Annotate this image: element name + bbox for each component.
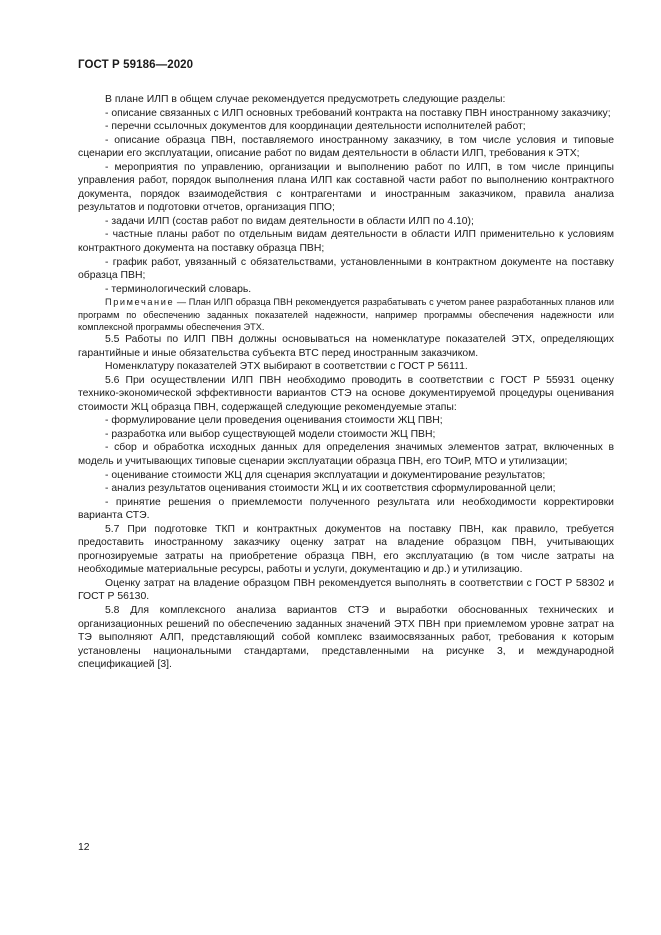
list-item: - перечни ссылочных документов для координации деятельности исполнителей работ; bbox=[105, 121, 526, 133]
list-item: - формулирование цели проведения оценивания стоимости ЖЦ ПВН; bbox=[105, 415, 443, 427]
page-number: 12 bbox=[78, 842, 90, 853]
list-item: - частные планы работ по отдельным видам деятельности в области ИЛП применительно к условиям контрактного документа на поставку образца ПВН; bbox=[78, 229, 614, 255]
note-text: — План ИЛП образца ПВН рекомендуется разрабатывать с учетом ранее разработанных планов или программ по обеспечению заданных показателей надежности, например программы обеспечения надежности или комплексной программы обеспечения ЭТХ. bbox=[78, 297, 614, 332]
list-item: - описание образца ПВН, поставляемого иностранному заказчику, в том числе условия и типовые сценарии его эксплуатации, описание работ по видам деятельности в области ИЛП, требования к ЭТХ; bbox=[78, 134, 614, 160]
note bbox=[78, 296, 614, 333]
paragraph: В плане ИЛП в общем случае рекомендуется предусмотреть следующие разделы: bbox=[105, 94, 506, 105]
list-item: - разработка или выбор существующей модели стоимости ЖЦ ПВН; bbox=[105, 428, 436, 440]
page-body bbox=[78, 93, 614, 672]
paragraph: 5.6 При осуществлении ИЛП ПВН необходимо проводить в соответствии с ГОСТ Р 55931 оценку технико-экономической эффективности вариантов СТЭ на основе документируемой процедуры оценивания стоимости ЖЦ образца ПВН, содержащей следующие рекомендуемые этапы: bbox=[78, 374, 614, 413]
list-item: - график работ, увязанный с обязательствами, установленными в контрактном документе на поставку образца ПВН; bbox=[78, 256, 614, 282]
paragraph: Номенклатуру показателей ЭТХ выбирают в соответствии с ГОСТ Р 56111. bbox=[105, 361, 468, 373]
list-item: - принятие решения о приемлемости полученного результата или необходимости корректировки варианта СТЭ. bbox=[78, 496, 614, 522]
list-item: - мероприятия по управлению, организации и выполнению работ по ИЛП, в том числе принципы управления работ, порядок выполнения плана ИЛП как составной части работ по выполнению контрактного документа, порядок взаимодействия с контрагентами и иностранным заказчиком, правила анализа результатов и подготовки отчетов, организация ППО; bbox=[78, 161, 614, 214]
list-item: - сбор и обработка исходных данных для определения значимых элементов затрат, включенных в модель и учитывающих типовые сценарии эксплуатации образца ПВН, его ТОиР, МТО и утилизации; bbox=[78, 442, 614, 468]
note-label: Примечание bbox=[105, 297, 175, 308]
paragraph: 5.7 При подготовке ТКП и контрактных документов на поставку ПВН, как правило, требуется предоставить иностранному заказчику оценку затрат на владение образцом ПВН, учитывающих прогнозируемые затраты на приобретение образца ПВН, его эксплуатацию (в том числе затраты на необходимые материальные ресурсы, работы и услуги, документацию и др.) и утилизацию. bbox=[78, 523, 614, 576]
list-item: - терминологический словарь. bbox=[105, 283, 252, 295]
paragraph: 5.8 Для комплексного анализа вариантов СТЭ и выработки обоснованных технических и организационных решений по обеспечению заданных значений ЭТХ ПВН при приемлемом уровне затрат на ТЭ выполняют АЛП, представляющий собой комплекс взаимосвязанных работ, требования к которым установлены национальными стандартами, представленными на рисунке 3, и международной спецификацией [3]. bbox=[78, 605, 614, 671]
paragraph: Оценку затрат на владение образцом ПВН рекомендуется выполнять в соответствии с ГОСТ Р 58302 и ГОСТ Р 56130. bbox=[78, 577, 614, 603]
paragraph: 5.5 Работы по ИЛП ПВН должны основываться на номенклатуре показателей ЭТХ, определяющих гарантийные и иные обязательства субъекта ВТС перед иностранным заказчиком. bbox=[78, 334, 614, 359]
list-item: - оценивание стоимости ЖЦ для сценария эксплуатации и документирование результатов; bbox=[105, 469, 546, 481]
document-header: ГОСТ Р 59186—2020 bbox=[78, 59, 194, 71]
list-item: - описание связанных с ИЛП основных требований контракта на поставку ПВН иностранному заказчику; bbox=[105, 107, 611, 119]
list-item: - анализ результатов оценивания стоимости ЖЦ и их соответствия сформулированной цели; bbox=[105, 483, 556, 495]
list-item: - задачи ИЛП (состав работ по видам деятельности в области ИЛП по 4.10); bbox=[105, 215, 474, 227]
